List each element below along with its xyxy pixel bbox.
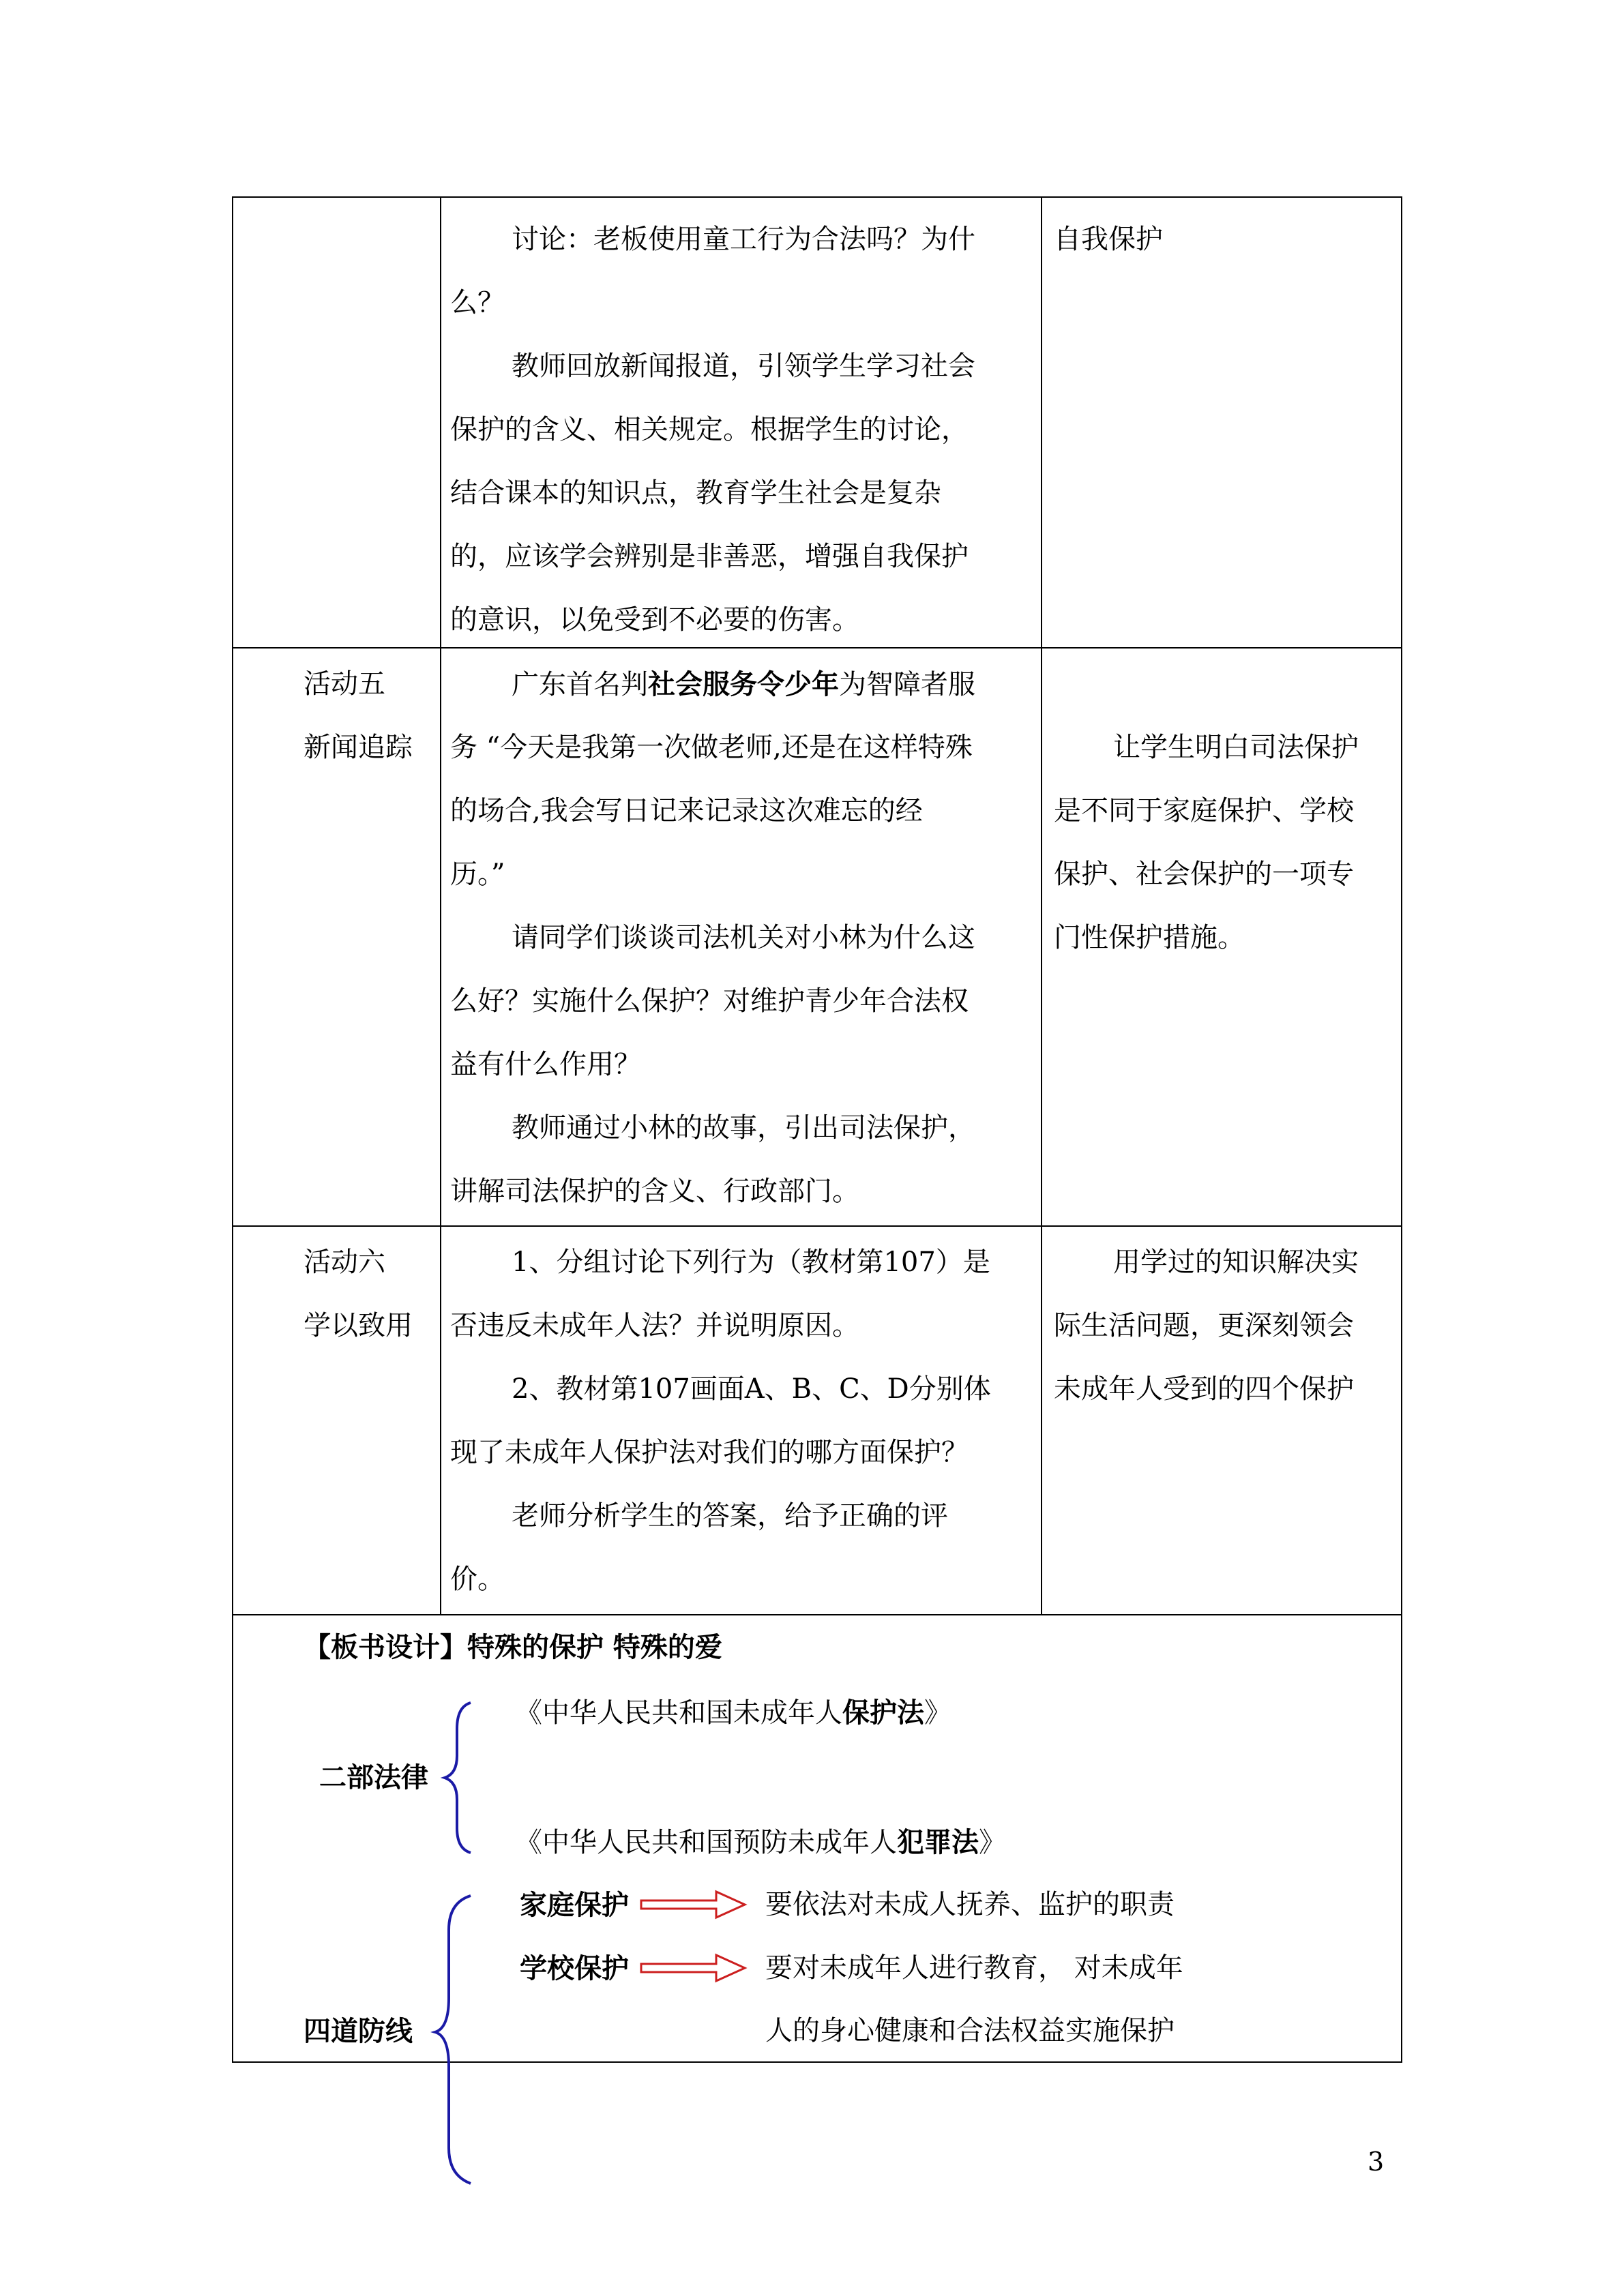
content-line: 的意识，以免受到不必要的伤害。 (450, 604, 859, 636)
content-segment: 广东首名判 (512, 669, 648, 700)
content-line: 结合课本的知识点，教育学生社会是复杂 (450, 477, 941, 509)
page-number: 3 (1368, 2147, 1385, 2177)
law-2-prefix: 《中华人民共和国预防未成年人 (515, 1827, 897, 1858)
content-line: 教师通过小林的故事，引出司法保护， (512, 1112, 975, 1144)
content-line: 务 “今天是我第一次做老师,还是在这样特殊 (450, 732, 973, 763)
activity-label: 新闻追踪 (304, 732, 413, 763)
purpose-line: 际生活问题，更深刻领会 (1054, 1310, 1354, 1341)
content-line: 老师分析学生的答案，给予正确的评 (512, 1500, 948, 1532)
activity-label: 活动五 (304, 668, 385, 700)
law-1-name: 保护法 (842, 1697, 924, 1729)
content-line: 1、分组讨论下列行为（教材第107）是 (512, 1247, 990, 1278)
content-line: 保护的含义、相关规定。根据学生的讨论， (450, 414, 969, 445)
content-emphasis: 社会服务令少年 (648, 668, 839, 700)
purpose-line: 未成年人受到的四个保护 (1054, 1373, 1354, 1405)
content-line: 2、教材第107画面A、B、C、D分别体 (512, 1373, 991, 1405)
content-line: 价。 (450, 1564, 505, 1595)
purpose-line: 用学过的知识解决实 (1113, 1247, 1359, 1278)
content-line: 讲解司法保护的含义、行政部门。 (450, 1176, 859, 1207)
law-2-suffix: 》 (979, 1827, 1006, 1858)
law-1-suffix: 》 (924, 1697, 951, 1729)
content-line: 否违反未成年人法？并说明原因。 (450, 1310, 859, 1341)
activity-label: 活动六 (304, 1247, 385, 1278)
content-line: 请同学们谈谈司法机关对小林为什么这 (512, 922, 975, 953)
family-protection-desc: 要依法对未成人抚养、监护的职责 (765, 1889, 1175, 1920)
defense-brace-icon (435, 1896, 471, 2183)
school-protection-desc-1: 要对未成年人进行教育， 对未成年 (765, 1952, 1183, 1984)
board-title: 【板书设计】特殊的保护 特殊的爱 (304, 1631, 722, 1663)
family-protection-label: 家庭保护 (520, 1889, 629, 1921)
law-1-prefix: 《中华人民共和国未成年人 (515, 1697, 842, 1729)
content-line: 历。” (450, 859, 505, 890)
purpose-line: 保护、社会保护的一项专 (1054, 859, 1354, 890)
defense-label: 四道防线 (304, 2015, 413, 2047)
family-arrow-icon (641, 1892, 745, 1918)
content-line: 的场合,我会写日记来记录这次难忘的经 (450, 795, 923, 826)
content-line: 教师回放新闻报道，引领学生学习社会 (512, 351, 975, 382)
content-line: 么？ (450, 287, 505, 318)
laws-label: 二部法律 (319, 1761, 428, 1793)
content-line: 么好？实施什么保护？对维护青少年合法权 (450, 985, 969, 1017)
school-protection-desc-2: 人的身心健康和合法权益实施保护 (765, 2015, 1175, 2046)
purpose-line: 让学生明白司法保护 (1113, 732, 1359, 763)
content-line: 讨论：老板使用童工行为合法吗？为什 (512, 224, 975, 255)
activity-label: 学以致用 (304, 1310, 413, 1341)
school-protection-label: 学校保护 (520, 1952, 629, 1984)
purpose-line: 门性保护措施。 (1054, 922, 1245, 953)
purpose-line: 自我保护 (1054, 224, 1163, 255)
law-2-name: 犯罪法 (897, 1826, 979, 1858)
content-line: 现了未成年人保护法对我们的哪方面保护？ (450, 1437, 969, 1468)
school-arrow-icon (641, 1955, 745, 1981)
content-segment: 为智障者服 (839, 669, 975, 700)
content-line: 的，应该学会辨别是非善恶，增强自我保护 (450, 541, 969, 572)
laws-brace-icon (445, 1703, 471, 1853)
purpose-line: 是不同于家庭保护、学校 (1054, 795, 1354, 826)
content-line: 益有什么作用？ (450, 1049, 641, 1080)
